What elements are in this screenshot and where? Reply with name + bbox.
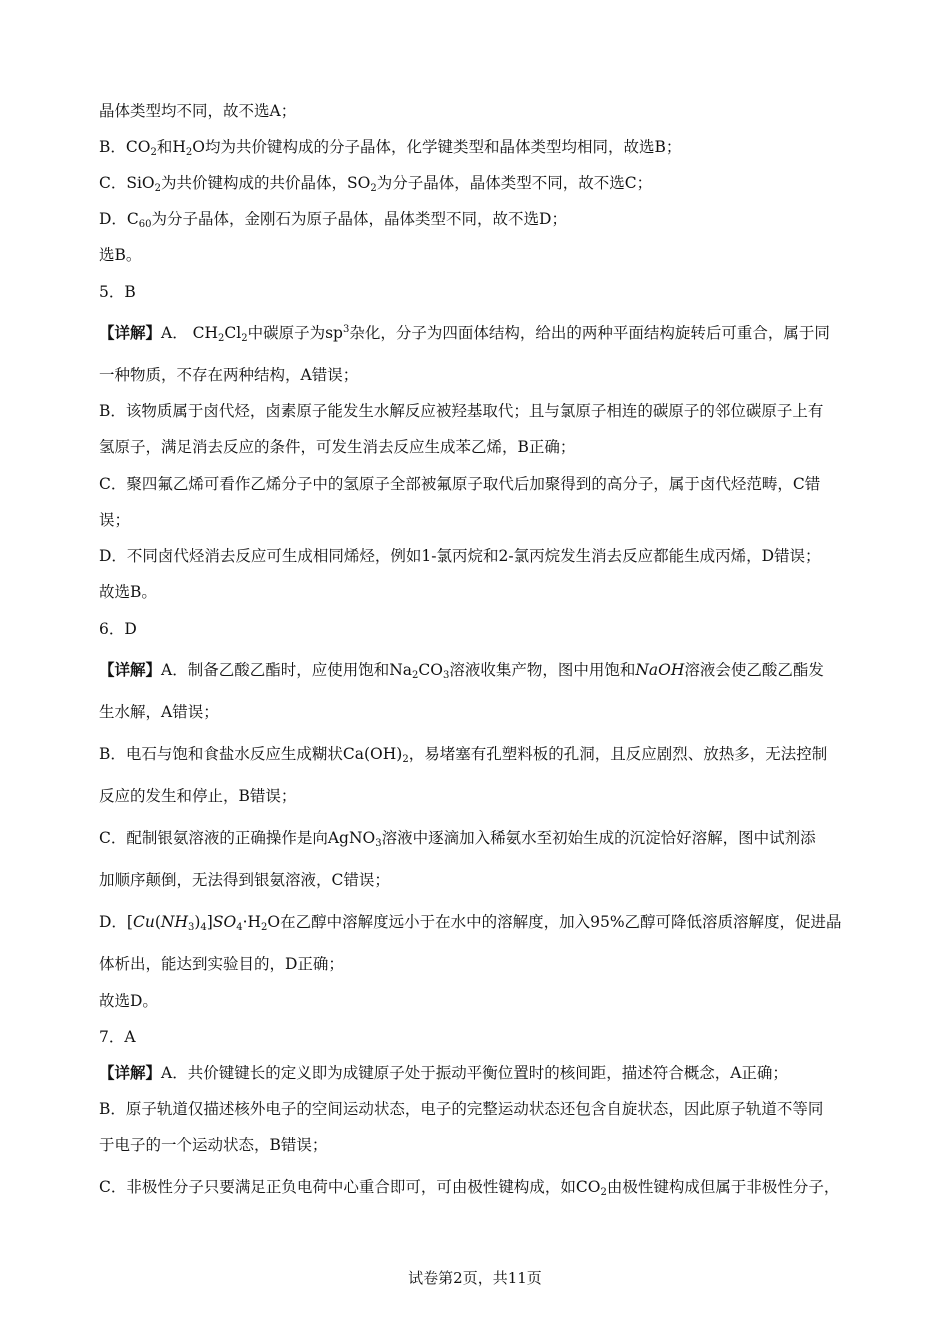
- text-line: 故选B。: [99, 583, 157, 601]
- question-number: 6．D: [99, 620, 137, 638]
- text-line: 于电子的一个运动状态，B错误；: [99, 1136, 328, 1154]
- text-line: B．该物质属于卤代烃，卤素原子能发生水解反应被羟基取代；且与氯原子相连的碳原子的邻位碳原子上有: [99, 402, 824, 420]
- text-line: 加顺序颠倒，无法得到银氨溶液，C错误；: [99, 871, 390, 889]
- text-line: D．不同卤代烃消去反应可生成相同烯烃，例如1-氯丙烷和2-氯丙烷发生消去反应都能生成丙烯，D错误；: [99, 547, 821, 565]
- page-footer: 试卷第2页，共11页: [408, 1269, 542, 1287]
- text-line: 【详解】A．制备乙酸乙酯时，应使用饱和$Na_2CO_3$溶液收集产物，图中用饱和NaOH溶液会使乙酸乙酯发: [99, 660, 824, 681]
- text-line: B．$CO_2$和$H_2O$均为共价键构成的分子晶体，化学键类型和晶体类型均相同，故选B；: [99, 138, 682, 158]
- text-line: 一种物质，不存在两种结构，A错误；: [99, 366, 359, 384]
- text-line: D．$[Cu(NH_3)_4]SO_4\cdot H_2O$在乙醇中溶解度远小于在水中的溶解度，加入95%乙醇可降低溶质溶解度，促进晶: [99, 913, 842, 933]
- text-line: B．电石与饱和食盐水反应生成糊状$Ca(OH)_2$，易堵塞有孔塑料板的孔洞，且反应剧烈、放热多，无法控制: [99, 745, 828, 765]
- text-line: 【详解】A．共价键键长的定义即为成键原子处于振动平衡位置时的核间距，描述符合概念，A正确；: [99, 1063, 788, 1082]
- text-line: D．$C_{60}$为分子晶体，金刚石为原子晶体，晶体类型不同，故不选D；: [99, 210, 567, 230]
- text-line: C．SiO$_2$为共价键构成的共价晶体，$SO_2$为分子晶体，晶体类型不同，故不选C；: [99, 174, 653, 194]
- question-number: 7．A: [99, 1028, 136, 1046]
- text-line: 反应的发生和停止，B错误；: [99, 787, 297, 805]
- text-line: 晶体类型均不同，故不选A；: [99, 102, 297, 120]
- question-number: 5．B: [99, 283, 136, 301]
- text-line: 生水解，A错误；: [99, 703, 219, 721]
- text-line: 误；: [99, 511, 131, 529]
- text-line: 选B。: [99, 246, 142, 264]
- text-line: 【详解】A． $CH_2Cl_2$中碳原子为$sp^3$杂化，分子为四面体结构，给出的两种平面结构旋转后可重合，属于同: [99, 323, 830, 344]
- text-line: 故选D。: [99, 992, 158, 1010]
- text-line: 氢原子，满足消去反应的条件，可发生消去反应生成苯乙烯，B正确；: [99, 438, 576, 456]
- text-line: C．配制银氨溶液的正确操作是向AgNO$_3$溶液中逐滴加入稀氨水至初始生成的沉淀恰好溶解，图中试剂添: [99, 829, 816, 849]
- text-line: C．聚四氟乙烯可看作乙烯分子中的氢原子全部被氟原子取代后加聚得到的高分子，属于卤代烃范畴，C错: [99, 475, 821, 493]
- text-line: 体析出，能达到实验目的，D正确；: [99, 955, 344, 973]
- text-line: B．原子轨道仅描述核外电子的空间运动状态，电子的完整运动状态还包含自旋状态，因此原子轨道不等同: [99, 1100, 824, 1118]
- text-line: C．非极性分子只要满足正负电荷中心重合即可，可由极性键构成，如$CO_2$由极性键构成但属于非极性分子，: [99, 1178, 840, 1198]
